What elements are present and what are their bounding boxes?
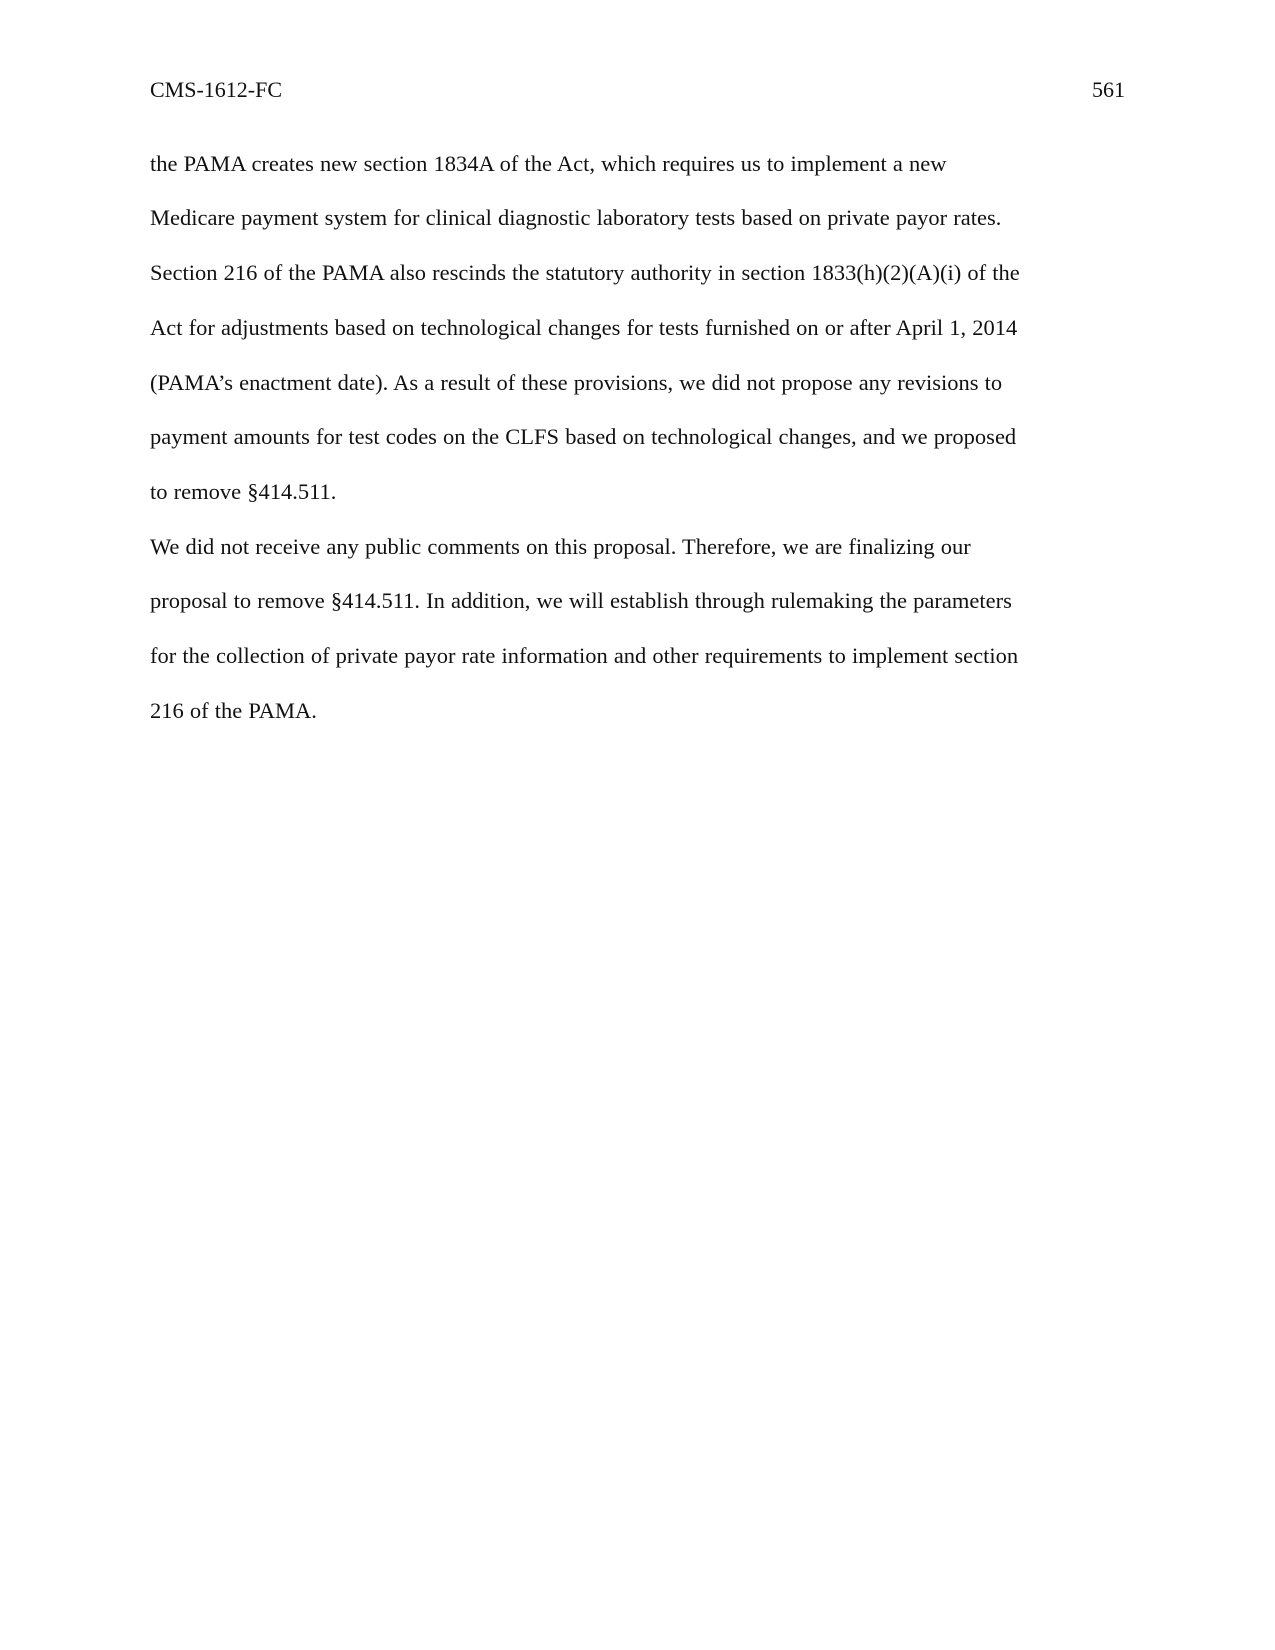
text-line: for the collection of private payor rate information and other requirements to implement section — [150, 643, 1019, 668]
text-line: Act for adjustments based on technological changes for tests furnished on or after April 1, 2014 — [150, 315, 1018, 340]
text-line: proposal to remove §414.511. In addition, we will establish through rulemaking the parameters — [150, 588, 1012, 613]
text-line: payment amounts for test codes on the CLFS based on technological changes, and we proposed — [150, 424, 1017, 449]
text-line: We did not receive any public comments on this proposal. Therefore, we are finalizing our — [150, 534, 971, 559]
document-id: CMS-1612-FC — [150, 77, 283, 102]
page-header — [150, 74, 1125, 106]
text-line: (PAMA’s enactment date). As a result of these provisions, we did not propose any revisions to — [150, 370, 1003, 395]
text-line: Section 216 of the PAMA also rescinds the statutory authority in section 1833(h)(2)(A)(i) of the — [150, 260, 1020, 285]
text-line: to remove §414.511. — [150, 479, 337, 504]
text-line: the PAMA creates new section 1834A of the Act, which requires us to implement a new — [150, 151, 947, 176]
text-line: 216 of the PAMA. — [150, 698, 317, 723]
page-number: 561 — [1092, 77, 1125, 102]
text-line: Medicare payment system for clinical diagnostic laboratory tests based on private payor rates. — [150, 205, 1002, 230]
